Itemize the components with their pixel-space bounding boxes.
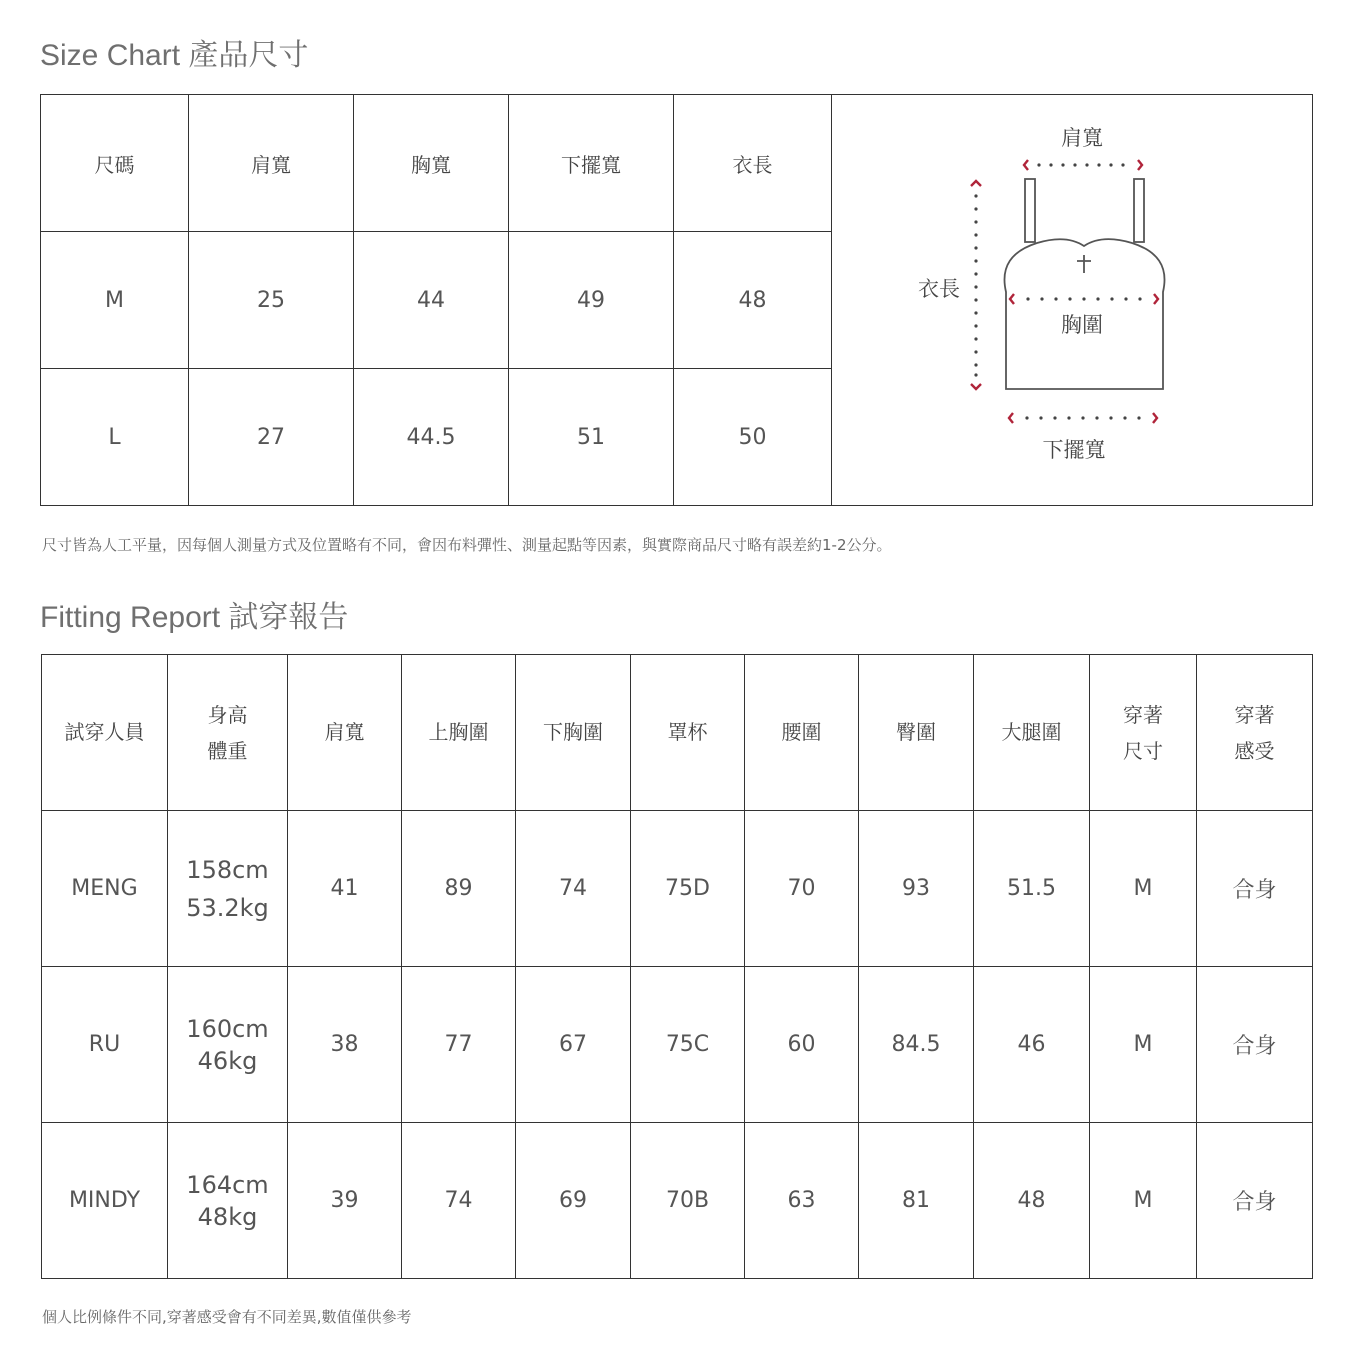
weight-value: 46kg — [197, 1046, 258, 1075]
header-weight: 體重 — [207, 738, 248, 763]
header-waist: 腰圍 — [745, 655, 859, 811]
header-height: 身高 — [207, 702, 248, 727]
chest-dots — [1026, 297, 1141, 300]
header-chest: 胸寬 — [354, 95, 509, 232]
height-weight-cell — [168, 967, 288, 1123]
hem-dots — [1025, 416, 1140, 419]
length-dots — [974, 194, 977, 376]
fitting-report-table — [41, 654, 1313, 1279]
height-weight-cell — [168, 811, 288, 967]
header-hem: 下擺寬 — [509, 95, 674, 232]
fitting-row-mindy — [42, 1123, 1313, 1279]
header-worn-size-line1: 穿著 — [1123, 702, 1163, 727]
hip-value: 84.5 — [859, 967, 974, 1123]
fitting-header-row — [42, 655, 1313, 811]
header-fit-feel — [1197, 655, 1313, 811]
waist-value: 70 — [745, 811, 859, 967]
upper-bust-value: 77 — [402, 967, 516, 1123]
header-length: 衣長 — [674, 95, 832, 232]
cup-value: 70B — [631, 1123, 745, 1279]
shoulder-value: 38 — [288, 967, 402, 1123]
under-bust-value: 74 — [516, 811, 631, 967]
tester-name: MENG — [42, 811, 168, 967]
hip-value: 81 — [859, 1123, 974, 1279]
fit-feel-value: 合身 — [1197, 967, 1313, 1123]
chest-cell: 44.5 — [354, 369, 509, 506]
thigh-value: 51.5 — [974, 811, 1090, 967]
height-value: 164cm — [186, 1170, 269, 1199]
shoulder-dots — [1037, 163, 1124, 166]
garment-diagram-cell — [832, 95, 1313, 506]
height-weight-cell — [168, 1123, 288, 1279]
hem-cell: 49 — [509, 232, 674, 369]
header-under-bust: 下胸圍 — [516, 655, 631, 811]
weight-value: 48kg — [197, 1202, 258, 1231]
worn-size-value: M — [1090, 967, 1197, 1123]
shoulder-value: 39 — [288, 1123, 402, 1279]
height-value: 160cm — [186, 1014, 269, 1043]
upper-bust-value: 89 — [402, 811, 516, 967]
length-label: 衣長 — [918, 277, 960, 301]
size-cell: M — [41, 232, 189, 369]
height-value: 158cm — [186, 855, 269, 884]
header-fit-feel-line2: 感受 — [1234, 738, 1275, 763]
worn-size-value: M — [1090, 811, 1197, 967]
weight-value: 53.2kg — [186, 893, 269, 922]
fit-feel-value: 合身 — [1197, 811, 1313, 967]
under-bust-value: 69 — [516, 1123, 631, 1279]
garment-diagram — [832, 96, 1310, 504]
size-cell: L — [41, 369, 189, 506]
shoulder-value: 41 — [288, 811, 402, 967]
size-chart-title: Size Chart 產品尺寸 — [40, 39, 309, 72]
cup-value: 75D — [631, 811, 745, 967]
chest-label: 胸圍 — [1061, 313, 1103, 337]
tester-name: RU — [42, 967, 168, 1123]
length-cell: 50 — [674, 369, 832, 506]
shoulder-cell: 25 — [189, 232, 354, 369]
hem-label: 下擺寬 — [1042, 438, 1106, 462]
fitting-row-ru — [42, 967, 1313, 1123]
under-bust-value: 67 — [516, 967, 631, 1123]
header-size: 尺碼 — [41, 95, 189, 232]
fit-feel-value: 合身 — [1197, 1123, 1313, 1279]
header-shoulder: 肩寬 — [288, 655, 402, 811]
hem-cell: 51 — [509, 369, 674, 506]
header-upper-bust: 上胸圍 — [402, 655, 516, 811]
size-chart-note: 尺寸皆為人工平量，因每個人測量方式及位置略有不同，會因布料彈性、測量起點等因素，與實際商品尺寸略有誤差約1-2公分。 — [42, 536, 892, 554]
header-thigh: 大腿圍 — [974, 655, 1090, 811]
header-hip: 臀圍 — [859, 655, 974, 811]
header-worn-size-line2: 尺寸 — [1123, 738, 1163, 763]
fitting-report-note: 個人比例條件不同,穿著感受會有不同差異,數值僅供參考 — [42, 1308, 412, 1326]
garment-outline — [1004, 179, 1164, 389]
size-chart-header-row — [41, 95, 1313, 232]
header-worn-size — [1090, 655, 1197, 811]
waist-value: 63 — [745, 1123, 859, 1279]
fitting-row-meng — [42, 811, 1313, 967]
header-shoulder: 肩寬 — [189, 95, 354, 232]
upper-bust-value: 74 — [402, 1123, 516, 1279]
length-arrow — [971, 181, 981, 389]
header-height-weight — [168, 655, 288, 811]
tester-name: MINDY — [42, 1123, 168, 1279]
shoulder-cell: 27 — [189, 369, 354, 506]
header-tester: 試穿人員 — [42, 655, 168, 811]
fitting-report-title: Fitting Report 試穿報告 — [40, 601, 349, 634]
hip-value: 93 — [859, 811, 974, 967]
shoulder-label: 肩寬 — [1061, 126, 1103, 150]
header-cup: 罩杯 — [631, 655, 745, 811]
length-cell: 48 — [674, 232, 832, 369]
thigh-value: 48 — [974, 1123, 1090, 1279]
size-chart-table — [40, 94, 1313, 506]
cup-value: 75C — [631, 967, 745, 1123]
worn-size-value: M — [1090, 1123, 1197, 1279]
thigh-value: 46 — [974, 967, 1090, 1123]
waist-value: 60 — [745, 967, 859, 1123]
header-fit-feel-line1: 穿著 — [1234, 702, 1275, 727]
chest-cell: 44 — [354, 232, 509, 369]
